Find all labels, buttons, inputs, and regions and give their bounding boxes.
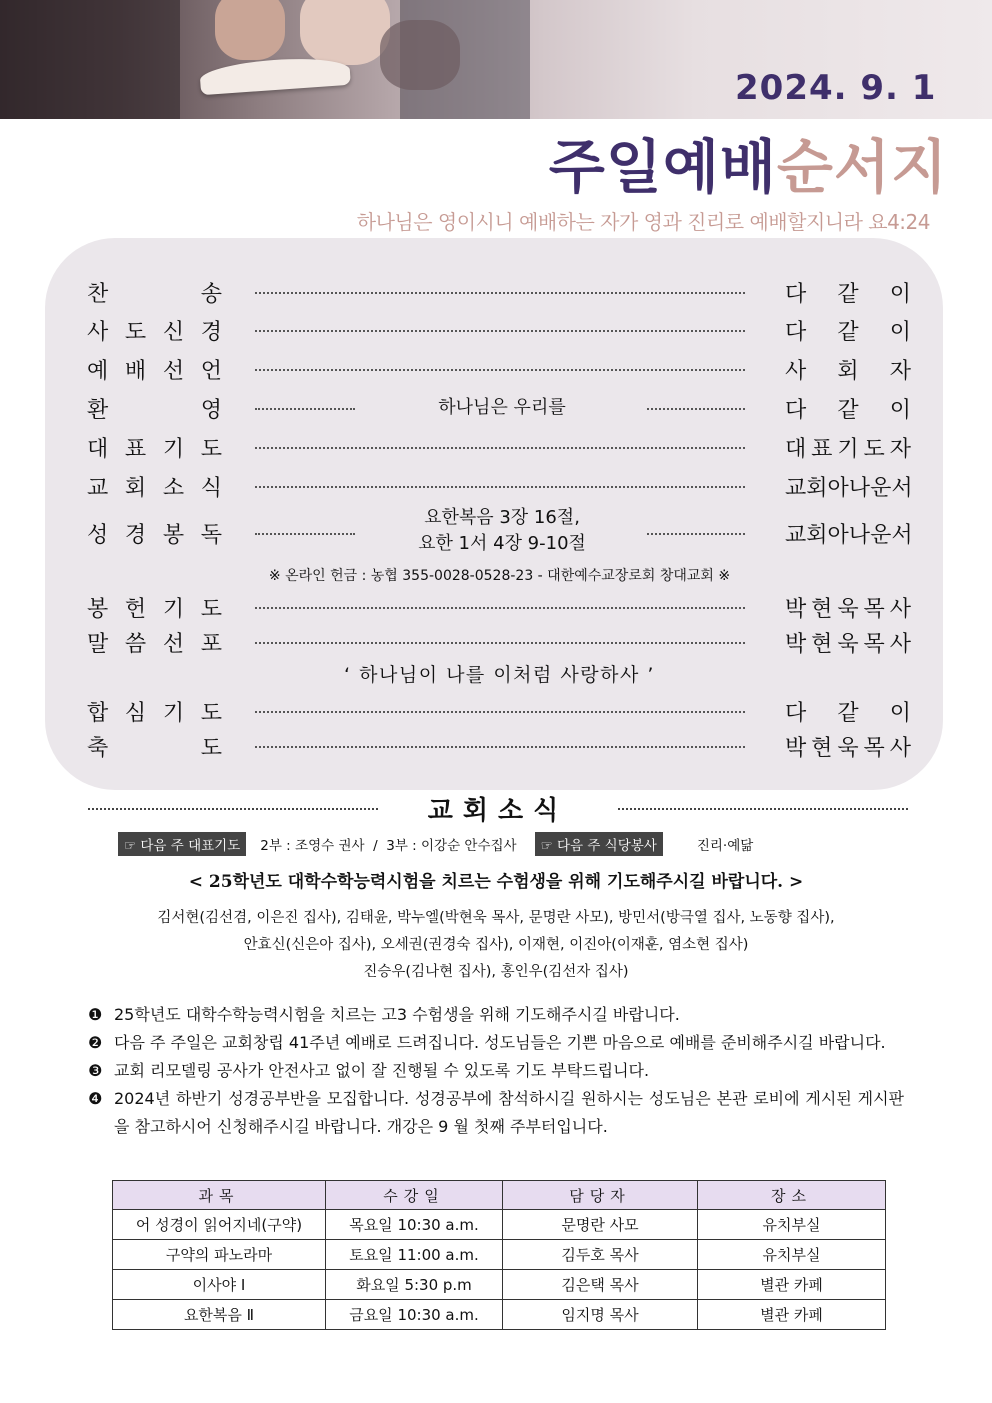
leader-dots — [647, 533, 745, 535]
order-row — [87, 731, 912, 761]
order-item-name: 사 도 신 경 — [87, 320, 222, 345]
order-row — [87, 354, 912, 384]
news-list — [88, 1001, 904, 1141]
order-row — [87, 592, 912, 622]
order-item-leader: 교 회 아 나 운 서 — [785, 523, 913, 548]
leader-dots — [255, 486, 745, 488]
order-item-name: 성 경 봉 독 — [87, 523, 222, 548]
order-row — [87, 471, 912, 501]
order-item-detail: 요한복음 3장 16절, 요한 1서 4장 9-10절 — [418, 507, 586, 554]
sermon-title: ‘ 하나님이 나를 이처럼 사랑하사 ’ — [344, 664, 655, 686]
prayer-duty-text: 2부 : 조영수 권사 / 3부 : 이강순 안수집사 — [260, 838, 517, 854]
bible-study-table — [112, 1180, 886, 1330]
service-date: 2024. 9. 1 — [735, 68, 937, 108]
order-row — [87, 505, 912, 559]
table-row: 구약의 파노라마 토요일 11:00 a.m. 김두호 목사 유치부실 — [113, 1240, 886, 1270]
order-row — [87, 696, 912, 726]
student-names: 김서현(김선겸, 이은진 집사), 김태윤, 박누엘(박현욱 목사, 문명란 사모), 방민서(방극열 집사, 노동향 집사), 안효신(신은아 집사), 오세권(권경숙 집사), 이재현, 이진아(이재훈, 염소현 집사) 진승우(김나현 집사), 홍인우(김선자 집사) — [157, 910, 835, 980]
table-header-row: 과목 수강일 담당자 장소 — [113, 1181, 886, 1210]
table-row: 이사야 Ⅰ 화요일 5:30 p.m 김은택 목사 별관 카페 — [113, 1270, 886, 1300]
order-item-leader: 다 같 이 — [785, 282, 911, 307]
order-item-name: 대 표 기 도 — [87, 437, 222, 462]
page-title: 주일예배순서지 — [548, 133, 948, 201]
meal-duty-text: 진리·예닮 — [696, 838, 754, 854]
order-item-name: 말 씀 선 포 — [87, 632, 222, 657]
leader-dots — [255, 369, 745, 371]
order-item-leader: 사 회 자 — [785, 359, 911, 384]
leader-dots — [255, 533, 355, 535]
order-row — [87, 627, 912, 657]
order-row — [87, 315, 912, 345]
online-offering-note: ※ 온라인 헌금 : 농협 355-0028-0528-23 - 대한예수교장로회 창대교회 ※ — [268, 568, 731, 584]
meal-duty-tag: ☞ 다음 주 식당봉사 — [535, 832, 663, 856]
order-item-detail: 하나님은 우리를 — [438, 397, 566, 418]
leader-dots — [255, 711, 745, 713]
order-item-name: 합 심 기 도 — [87, 701, 222, 726]
order-item-leader: 박 현 욱 목 사 — [785, 597, 911, 622]
order-row — [87, 432, 912, 462]
leader-dots — [255, 607, 745, 609]
order-item-leader: 교 회 아 나 운 서 — [785, 476, 913, 501]
order-item-leader: 박 현 욱 목 사 — [785, 632, 911, 657]
order-row — [87, 277, 912, 307]
order-item-name: 찬 송 — [87, 282, 222, 307]
bible-image — [199, 55, 351, 95]
order-item-name: 봉 헌 기 도 — [87, 597, 222, 622]
leader-dots — [255, 292, 745, 294]
list-item: ❶ 25학년도 대학수학능력시험을 치르는 고3 수험생을 위해 기도해주시길 바랍니다. — [88, 1005, 680, 1024]
duty-line — [118, 833, 771, 855]
news-heading: 교회소식 — [88, 790, 908, 826]
table-row: 어 성경이 읽어지네(구약) 목요일 10:30 a.m. 문명란 사모 유치부실 — [113, 1210, 886, 1240]
leader-dots — [255, 642, 745, 644]
list-item: ❸ 교회 리모델링 공사가 안전사고 없이 잘 진행될 수 있도록 기도 부탁드립니다. — [88, 1061, 650, 1080]
order-item-leader: 박 현 욱 목 사 — [785, 736, 911, 761]
order-item-name: 축 도 — [87, 736, 222, 761]
order-item-leader: 다 같 이 — [785, 398, 911, 423]
order-row — [87, 393, 912, 423]
leader-dots — [255, 447, 745, 449]
order-item-leader: 다 같 이 — [785, 320, 911, 345]
prayer-request-title: < 25학년도 대학수학능력시험을 치르는 수험생을 위해 기도해주시길 바랍니다. > — [188, 872, 804, 892]
list-item: ❷ 다음 주 주일은 교회창립 41주년 예배로 드려집니다. 성도님들은 기쁜 마음으로 예배를 준비해주시길 바랍니다. — [88, 1033, 886, 1052]
order-item-leader: 대 표 기 도 자 — [785, 437, 911, 462]
order-item-leader: 다 같 이 — [785, 701, 911, 726]
header-verse: 하나님은 영이시니 예배하는 자가 영과 진리로 예배할지니라 요4:24 — [356, 210, 930, 234]
leader-dots — [255, 330, 745, 332]
list-item: ❹ 2024년 하반기 성경공부반을 모집합니다. 성경공부에 참석하시길 원하시는 성도님은 본관 로비에 게시된 게시판을 참고하시어 신청해주시길 바랍니다. 개강은 9 월 첫째 주부터입니다. — [88, 1089, 904, 1136]
order-item-name: 예 배 선 언 — [87, 359, 222, 384]
prayer-duty-tag: ☞ 다음 주 대표기도 — [118, 832, 246, 856]
leader-dots — [647, 408, 745, 410]
leader-dots — [255, 746, 745, 748]
order-item-name: 환 영 — [87, 398, 222, 423]
leader-dots — [255, 408, 355, 410]
order-item-name: 교 회 소 식 — [87, 476, 222, 501]
table-row: 요한복음 Ⅱ 금요일 10:30 a.m. 임지명 목사 별관 카페 — [113, 1300, 886, 1330]
